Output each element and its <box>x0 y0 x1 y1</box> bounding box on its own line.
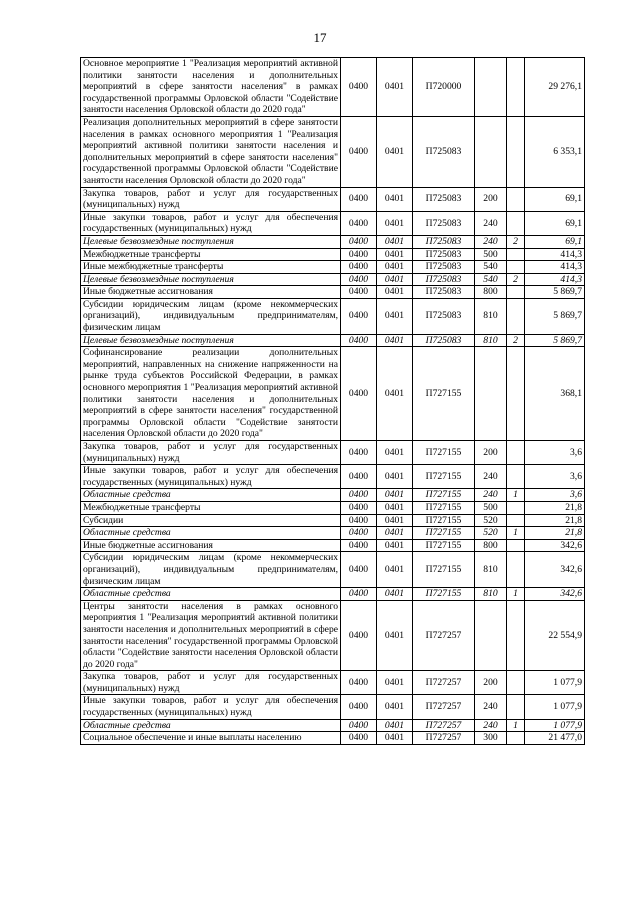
target-article-code-cell: П727155 <box>413 465 475 489</box>
subsection-code-cell: 0401 <box>377 600 413 671</box>
table-row <box>81 211 585 235</box>
target-article-code-cell: П727257 <box>413 695 475 719</box>
expense-name-cell: Социальное обеспечение и иные выплаты населению <box>81 732 341 745</box>
amount-cell: 368,1 <box>525 347 585 441</box>
expense-type-code-cell: 800 <box>475 539 507 552</box>
expense-name-cell: Иные межбюджетные трансферты <box>81 261 341 274</box>
funding-source-code-cell <box>507 286 525 299</box>
section-code-cell: 0400 <box>341 600 377 671</box>
amount-cell: 22 554,9 <box>525 600 585 671</box>
expense-name-cell: Иные бюджетные ассигнования <box>81 286 341 299</box>
target-article-code-cell: П727155 <box>413 347 475 441</box>
table-row <box>81 273 585 286</box>
expense-type-code-cell: 200 <box>475 671 507 695</box>
section-code-cell: 0400 <box>341 187 377 211</box>
target-article-code-cell: П727155 <box>413 588 475 601</box>
expense-name-cell: Субсидии юридическим лицам (кроме некоммерческих организаций), индивидуальным предпринимателям, физическим лицам <box>81 552 341 588</box>
subsection-code-cell: 0401 <box>377 539 413 552</box>
expense-name-cell: Софинансирование реализации дополнительных мероприятий, направленных на снижение напряженности на рынке труда субъектов Российской Федерации, в рамках основного мероприятия 1 "Реализация мероприятий активной политики занятости населения и дополнительных мероприятий в сфере занятости населения" государственной программы Орловской области "Содействие занятости населения Орловской области до 2020 года" <box>81 347 341 441</box>
subsection-code-cell: 0401 <box>377 465 413 489</box>
section-code-cell: 0400 <box>341 248 377 261</box>
section-code-cell: 0400 <box>341 671 377 695</box>
expense-type-code-cell: 240 <box>475 719 507 732</box>
expense-type-code-cell: 240 <box>475 465 507 489</box>
subsection-code-cell: 0401 <box>377 347 413 441</box>
table-row <box>81 514 585 527</box>
target-article-code-cell: П727257 <box>413 600 475 671</box>
table-row <box>81 465 585 489</box>
amount-cell: 414,3 <box>525 273 585 286</box>
funding-source-code-cell <box>507 600 525 671</box>
target-article-code-cell: П725083 <box>413 116 475 187</box>
subsection-code-cell: 0401 <box>377 732 413 745</box>
section-code-cell: 0400 <box>341 539 377 552</box>
funding-source-code-cell <box>507 298 525 334</box>
amount-cell: 3,6 <box>525 441 585 465</box>
expense-name-cell: Целевые безвозмездные поступления <box>81 273 341 286</box>
amount-cell: 1 077,9 <box>525 695 585 719</box>
funding-source-code-cell <box>507 441 525 465</box>
budget-table-body <box>81 58 585 745</box>
section-code-cell: 0400 <box>341 441 377 465</box>
amount-cell: 29 276,1 <box>525 58 585 117</box>
table-row <box>81 552 585 588</box>
section-code-cell: 0400 <box>341 273 377 286</box>
funding-source-code-cell: 2 <box>507 235 525 248</box>
expense-type-code-cell: 200 <box>475 187 507 211</box>
section-code-cell: 0400 <box>341 235 377 248</box>
subsection-code-cell: 0401 <box>377 489 413 502</box>
amount-cell: 69,1 <box>525 187 585 211</box>
target-article-code-cell: П725083 <box>413 334 475 347</box>
table-row <box>81 695 585 719</box>
table-row <box>81 116 585 187</box>
subsection-code-cell: 0401 <box>377 671 413 695</box>
section-code-cell: 0400 <box>341 588 377 601</box>
expense-type-code-cell: 540 <box>475 273 507 286</box>
table-row <box>81 347 585 441</box>
funding-source-code-cell: 1 <box>507 527 525 540</box>
amount-cell: 21,8 <box>525 527 585 540</box>
expense-name-cell: Закупка товаров, работ и услуг для государственных (муниципальных) нужд <box>81 441 341 465</box>
funding-source-code-cell: 2 <box>507 273 525 286</box>
expense-name-cell: Иные бюджетные ассигнования <box>81 539 341 552</box>
subsection-code-cell: 0401 <box>377 501 413 514</box>
subsection-code-cell: 0401 <box>377 116 413 187</box>
expense-type-code-cell: 240 <box>475 235 507 248</box>
amount-cell: 5 869,7 <box>525 334 585 347</box>
amount-cell: 69,1 <box>525 211 585 235</box>
table-row <box>81 489 585 502</box>
section-code-cell: 0400 <box>341 501 377 514</box>
target-article-code-cell: П725083 <box>413 248 475 261</box>
target-article-code-cell: П727155 <box>413 539 475 552</box>
funding-source-code-cell: 2 <box>507 334 525 347</box>
funding-source-code-cell <box>507 514 525 527</box>
funding-source-code-cell: 1 <box>507 588 525 601</box>
expense-name-cell: Областные средства <box>81 489 341 502</box>
subsection-code-cell: 0401 <box>377 235 413 248</box>
table-row <box>81 235 585 248</box>
table-row <box>81 501 585 514</box>
expense-type-code-cell <box>475 347 507 441</box>
table-row <box>81 719 585 732</box>
subsection-code-cell: 0401 <box>377 719 413 732</box>
section-code-cell: 0400 <box>341 298 377 334</box>
expense-type-code-cell: 240 <box>475 211 507 235</box>
subsection-code-cell: 0401 <box>377 552 413 588</box>
budget-table <box>80 57 585 745</box>
expense-type-code-cell <box>475 600 507 671</box>
table-row <box>81 588 585 601</box>
section-code-cell: 0400 <box>341 527 377 540</box>
amount-cell: 3,6 <box>525 465 585 489</box>
expense-name-cell: Иные закупки товаров, работ и услуг для обеспечения государственных (муниципальных) нужд <box>81 211 341 235</box>
amount-cell: 414,3 <box>525 261 585 274</box>
table-row <box>81 261 585 274</box>
expense-type-code-cell: 200 <box>475 441 507 465</box>
funding-source-code-cell <box>507 211 525 235</box>
funding-source-code-cell <box>507 116 525 187</box>
funding-source-code-cell <box>507 248 525 261</box>
target-article-code-cell: П727257 <box>413 671 475 695</box>
funding-source-code-cell <box>507 501 525 514</box>
target-article-code-cell: П725083 <box>413 286 475 299</box>
table-row <box>81 248 585 261</box>
amount-cell: 1 077,9 <box>525 671 585 695</box>
funding-source-code-cell <box>507 465 525 489</box>
amount-cell: 3,6 <box>525 489 585 502</box>
subsection-code-cell: 0401 <box>377 298 413 334</box>
subsection-code-cell: 0401 <box>377 211 413 235</box>
table-row <box>81 298 585 334</box>
table-row <box>81 187 585 211</box>
page-number: 17 <box>313 30 327 45</box>
section-code-cell: 0400 <box>341 719 377 732</box>
expense-name-cell: Закупка товаров, работ и услуг для государственных (муниципальных) нужд <box>81 187 341 211</box>
target-article-code-cell: П725083 <box>413 187 475 211</box>
target-article-code-cell: П727155 <box>413 441 475 465</box>
section-code-cell: 0400 <box>341 211 377 235</box>
expense-type-code-cell: 240 <box>475 489 507 502</box>
subsection-code-cell: 0401 <box>377 58 413 117</box>
subsection-code-cell: 0401 <box>377 286 413 299</box>
amount-cell: 69,1 <box>525 235 585 248</box>
amount-cell: 1 077,9 <box>525 719 585 732</box>
expense-name-cell: Областные средства <box>81 588 341 601</box>
expense-type-code-cell <box>475 58 507 117</box>
target-article-code-cell: П727155 <box>413 552 475 588</box>
amount-cell: 342,6 <box>525 539 585 552</box>
subsection-code-cell: 0401 <box>377 514 413 527</box>
table-row <box>81 671 585 695</box>
expense-name-cell: Целевые безвозмездные поступления <box>81 235 341 248</box>
expense-type-code-cell: 810 <box>475 334 507 347</box>
subsection-code-cell: 0401 <box>377 334 413 347</box>
section-code-cell: 0400 <box>341 347 377 441</box>
expense-type-code-cell: 520 <box>475 514 507 527</box>
subsection-code-cell: 0401 <box>377 248 413 261</box>
expense-type-code-cell: 810 <box>475 298 507 334</box>
section-code-cell: 0400 <box>341 552 377 588</box>
funding-source-code-cell <box>507 261 525 274</box>
target-article-code-cell: П727155 <box>413 501 475 514</box>
subsection-code-cell: 0401 <box>377 441 413 465</box>
table-row <box>81 441 585 465</box>
section-code-cell: 0400 <box>341 261 377 274</box>
amount-cell: 6 353,1 <box>525 116 585 187</box>
expense-type-code-cell <box>475 116 507 187</box>
section-code-cell: 0400 <box>341 286 377 299</box>
section-code-cell: 0400 <box>341 732 377 745</box>
funding-source-code-cell: 1 <box>507 489 525 502</box>
table-row <box>81 286 585 299</box>
section-code-cell: 0400 <box>341 465 377 489</box>
expense-name-cell: Областные средства <box>81 527 341 540</box>
expense-type-code-cell: 500 <box>475 501 507 514</box>
amount-cell: 21,8 <box>525 501 585 514</box>
amount-cell: 414,3 <box>525 248 585 261</box>
expense-name-cell: Иные закупки товаров, работ и услуг для обеспечения государственных (муниципальных) нужд <box>81 695 341 719</box>
target-article-code-cell: П725083 <box>413 235 475 248</box>
section-code-cell: 0400 <box>341 489 377 502</box>
funding-source-code-cell <box>507 732 525 745</box>
expense-type-code-cell: 520 <box>475 527 507 540</box>
expense-name-cell: Иные закупки товаров, работ и услуг для обеспечения государственных (муниципальных) нужд <box>81 465 341 489</box>
table-row <box>81 58 585 117</box>
table-row <box>81 600 585 671</box>
expense-type-code-cell: 300 <box>475 732 507 745</box>
amount-cell: 5 869,7 <box>525 286 585 299</box>
table-row <box>81 527 585 540</box>
subsection-code-cell: 0401 <box>377 187 413 211</box>
target-article-code-cell: П725083 <box>413 298 475 334</box>
target-article-code-cell: П720000 <box>413 58 475 117</box>
target-article-code-cell: П725083 <box>413 273 475 286</box>
expense-type-code-cell: 540 <box>475 261 507 274</box>
section-code-cell: 0400 <box>341 334 377 347</box>
funding-source-code-cell: 1 <box>507 719 525 732</box>
section-code-cell: 0400 <box>341 116 377 187</box>
target-article-code-cell: П727257 <box>413 732 475 745</box>
amount-cell: 5 869,7 <box>525 298 585 334</box>
expense-name-cell: Межбюджетные трансферты <box>81 248 341 261</box>
subsection-code-cell: 0401 <box>377 261 413 274</box>
amount-cell: 342,6 <box>525 588 585 601</box>
expense-name-cell: Закупка товаров, работ и услуг для государственных (муниципальных) нужд <box>81 671 341 695</box>
target-article-code-cell: П725083 <box>413 211 475 235</box>
section-code-cell: 0400 <box>341 514 377 527</box>
funding-source-code-cell <box>507 552 525 588</box>
expense-name-cell: Областные средства <box>81 719 341 732</box>
target-article-code-cell: П725083 <box>413 261 475 274</box>
expense-name-cell: Реализация дополнительных мероприятий в сфере занятости населения в рамках основного мероприятия 1 "Реализация мероприятий активной политики занятости населения и дополнительных мероприятий в сфере занятости населения" государственной программы Орловской области "Содействие занятости населения Орловской области до 2020 года" <box>81 116 341 187</box>
expense-name-cell: Центры занятости населения в рамках основного мероприятия 1 "Реализация мероприятий активной политики занятости населения и дополнительных мероприятий в сфере занятости населения" государственной программы Орловской области "Содействие занятости населения Орловской области до 2020 года" <box>81 600 341 671</box>
funding-source-code-cell <box>507 539 525 552</box>
subsection-code-cell: 0401 <box>377 695 413 719</box>
subsection-code-cell: 0401 <box>377 273 413 286</box>
expense-type-code-cell: 240 <box>475 695 507 719</box>
expense-name-cell: Субсидии <box>81 514 341 527</box>
funding-source-code-cell <box>507 695 525 719</box>
table-row <box>81 334 585 347</box>
amount-cell: 21,8 <box>525 514 585 527</box>
expense-name-cell: Межбюджетные трансферты <box>81 501 341 514</box>
expense-type-code-cell: 810 <box>475 552 507 588</box>
expense-name-cell: Целевые безвозмездные поступления <box>81 334 341 347</box>
table-row <box>81 539 585 552</box>
expense-name-cell: Основное мероприятие 1 "Реализация мероприятий активной политики занятости населения и дополнительных мероприятий в сфере занятости населения" в рамках государственной программы Орловской области "Содействие занятости населения Орловской области до 2020 года" <box>81 58 341 117</box>
subsection-code-cell: 0401 <box>377 527 413 540</box>
amount-cell: 21 477,0 <box>525 732 585 745</box>
table-row <box>81 732 585 745</box>
funding-source-code-cell <box>507 671 525 695</box>
section-code-cell: 0400 <box>341 58 377 117</box>
section-code-cell: 0400 <box>341 695 377 719</box>
funding-source-code-cell <box>507 58 525 117</box>
expense-type-code-cell: 500 <box>475 248 507 261</box>
target-article-code-cell: П727155 <box>413 489 475 502</box>
target-article-code-cell: П727155 <box>413 514 475 527</box>
funding-source-code-cell <box>507 187 525 211</box>
target-article-code-cell: П727257 <box>413 719 475 732</box>
expense-name-cell: Субсидии юридическим лицам (кроме некоммерческих организаций), индивидуальным предпринимателям, физическим лицам <box>81 298 341 334</box>
amount-cell: 342,6 <box>525 552 585 588</box>
subsection-code-cell: 0401 <box>377 588 413 601</box>
expense-type-code-cell: 800 <box>475 286 507 299</box>
funding-source-code-cell <box>507 347 525 441</box>
expense-type-code-cell: 810 <box>475 588 507 601</box>
target-article-code-cell: П727155 <box>413 527 475 540</box>
